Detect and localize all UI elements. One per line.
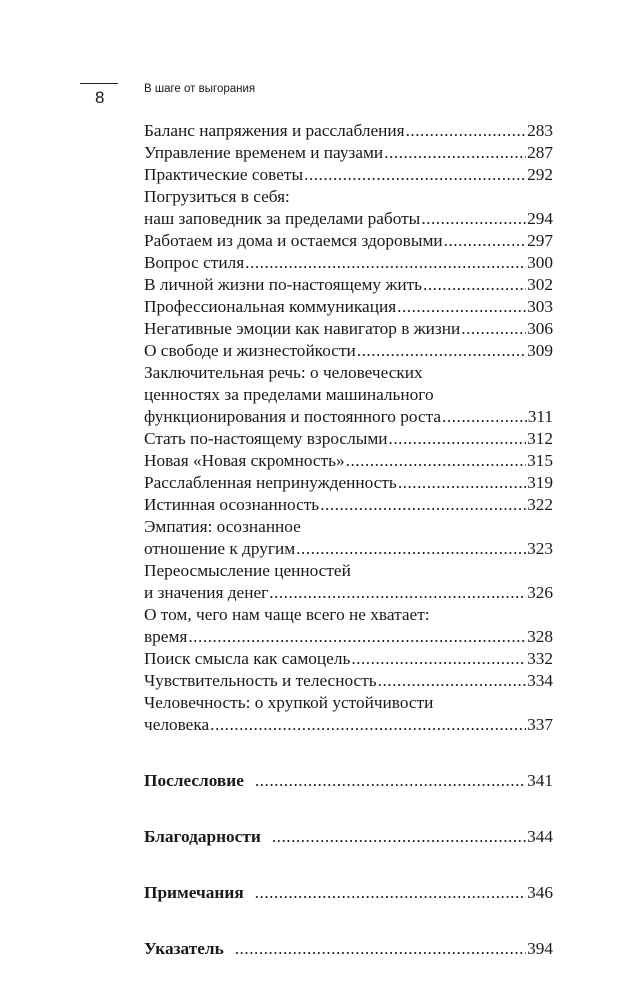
- dot-leader: [188, 626, 526, 648]
- toc-entry-line: [144, 230, 553, 252]
- dot-leader: [235, 938, 526, 960]
- toc-entry-line: [144, 120, 553, 142]
- dot-leader: [398, 472, 526, 494]
- toc-entry-line: [144, 670, 553, 692]
- toc-entry-line: [144, 318, 553, 340]
- toc-page-number: 326: [527, 583, 553, 602]
- dot-leader: [397, 296, 526, 318]
- toc-section-line: [144, 826, 553, 848]
- toc-section-title: Послесловие: [144, 771, 244, 790]
- toc-entry-line: [144, 384, 553, 406]
- toc-section-title: Благодарности: [144, 827, 261, 846]
- dot-leader: [384, 142, 526, 164]
- dot-leader: [255, 882, 526, 904]
- toc-page-number: 309: [527, 341, 553, 360]
- toc-section-line: [144, 770, 553, 792]
- toc-entry-title: В личной жизни по-настоящему жить: [144, 275, 423, 294]
- toc-page-number: 315: [527, 451, 553, 470]
- toc-entry-title: О свободе и жизнестойкости: [144, 341, 356, 360]
- toc-entry-line: [144, 340, 553, 362]
- toc-entry-title: Истинная осознанность: [144, 495, 320, 514]
- page-number: 8: [95, 88, 105, 107]
- toc-entry-title: Заключительная речь: о человеческих: [144, 363, 423, 382]
- toc-page-number: 328: [527, 627, 553, 646]
- toc-entry-line: [144, 648, 553, 670]
- dot-leader: [269, 582, 526, 604]
- toc-entry-line: [144, 626, 553, 648]
- toc-entry-title: Расслабленная непринужденность: [144, 473, 397, 492]
- toc-entry-line: [144, 582, 553, 604]
- toc-page-number: 300: [527, 253, 553, 272]
- toc-entry-title: О том, чего нам чаще всего не хватает:: [144, 605, 430, 624]
- toc-entry-line: [144, 450, 553, 472]
- toc-page-number: 306: [527, 319, 553, 338]
- toc-entry-line: [144, 472, 553, 494]
- toc-entry-title: Вопрос стиля: [144, 253, 245, 272]
- toc-entry-title: время: [144, 627, 188, 646]
- dot-leader: [304, 164, 526, 186]
- toc-entry-title: Негативные эмоции как навигатор в жизни: [144, 319, 461, 338]
- toc-page-number: 283: [527, 121, 553, 140]
- toc-page-number: 311: [527, 407, 553, 426]
- toc-entry-title: Управление временем и паузами: [144, 143, 384, 162]
- toc-entry-title: ценностях за пределами машинального: [144, 385, 434, 404]
- toc-page-number: 394: [527, 939, 553, 958]
- toc-entry-line: [144, 208, 553, 230]
- toc-entry-title: функционирования и постоянного роста: [144, 407, 442, 426]
- toc-entry-title: Переосмысление ценностей: [144, 561, 351, 580]
- toc-entry-title: Баланс напряжения и расслабления: [144, 121, 405, 140]
- toc-entry-title: Погрузиться в себя:: [144, 187, 290, 206]
- toc-entry-title: Поиск смысла как самоцель: [144, 649, 351, 668]
- toc-page-number: 287: [527, 143, 553, 162]
- toc-section-line: [144, 882, 553, 904]
- toc-section-title: Примечания: [144, 883, 244, 902]
- dot-leader: [296, 538, 526, 560]
- toc-section-title: Указатель: [144, 939, 224, 958]
- toc-page-number: 346: [527, 883, 553, 902]
- toc-entry-title: Эмпатия: осознанное: [144, 517, 301, 536]
- toc-page-number: 334: [527, 671, 553, 690]
- toc-entry-line: [144, 538, 553, 560]
- section-gap: [144, 848, 553, 882]
- toc-page-number: 292: [527, 165, 553, 184]
- toc-entry-title: Человечность: о хрупкой устойчивости: [144, 693, 434, 712]
- toc-entry-line: [144, 362, 553, 384]
- toc-page-number: 297: [527, 231, 553, 250]
- toc-entry-line: [144, 274, 553, 296]
- toc-entry-title: наш заповедник за пределами работы: [144, 209, 421, 228]
- toc-entry-line: [144, 494, 553, 516]
- toc-page-number: 312: [527, 429, 553, 448]
- dot-leader: [351, 648, 526, 670]
- section-gap: [144, 736, 553, 770]
- toc-entry-title: Работаем из дома и остаемся здоровыми: [144, 231, 443, 250]
- dot-leader: [210, 714, 526, 736]
- toc-entry-title: и значения денег: [144, 583, 269, 602]
- toc-entry-line: [144, 164, 553, 186]
- toc-entry-title: отношение к другим: [144, 539, 296, 558]
- toc-page-number: 323: [527, 539, 553, 558]
- toc-entry-line: [144, 252, 553, 274]
- toc-entry-line: [144, 186, 553, 208]
- toc-entry-line: [144, 604, 553, 626]
- toc-entry-line: [144, 428, 553, 450]
- dot-leader: [255, 770, 526, 792]
- dot-leader: [406, 120, 527, 142]
- header-rule: [80, 83, 118, 84]
- dot-leader: [320, 494, 526, 516]
- toc-entry-title: человека: [144, 715, 210, 734]
- toc-entry-line: [144, 560, 553, 582]
- toc-page-number: 294: [527, 209, 553, 228]
- toc-page-number: 303: [527, 297, 553, 316]
- toc-page-number: 302: [527, 275, 553, 294]
- dot-leader: [245, 252, 526, 274]
- dot-leader: [461, 318, 526, 340]
- toc-page-number: 344: [527, 827, 553, 846]
- toc-entry-line: [144, 296, 553, 318]
- dot-leader: [346, 450, 526, 472]
- toc-page-number: 319: [527, 473, 553, 492]
- toc-section-line: [144, 938, 553, 960]
- section-gap: [144, 792, 553, 826]
- toc-entry-title: Практические советы: [144, 165, 304, 184]
- toc-page-number: 341: [527, 771, 553, 790]
- dot-leader: [444, 230, 526, 252]
- toc-entry-line: [144, 714, 553, 736]
- toc-entry-line: [144, 692, 553, 714]
- dot-leader: [423, 274, 526, 296]
- toc-entry-line: [144, 142, 553, 164]
- toc-entry-line: [144, 516, 553, 538]
- dot-leader: [357, 340, 526, 362]
- toc-entry-title: Стать по-настоящему взрослыми: [144, 429, 388, 448]
- dot-leader: [272, 826, 526, 848]
- section-gap: [144, 904, 553, 938]
- dot-leader: [421, 208, 526, 230]
- toc-page-number: 332: [527, 649, 553, 668]
- toc-entry-title: Чувствительность и телесность: [144, 671, 377, 690]
- toc-entry-title: Новая «Новая скромность»: [144, 451, 345, 470]
- dot-leader: [378, 670, 526, 692]
- toc-entry-title: Профессиональная коммуникация: [144, 297, 397, 316]
- dot-leader: [442, 406, 527, 428]
- toc-page-number: 337: [527, 715, 553, 734]
- table-of-contents: [144, 120, 553, 960]
- dot-leader: [389, 428, 527, 450]
- toc-entry-line: [144, 406, 553, 428]
- toc-page-number: 322: [527, 495, 553, 514]
- running-title: В шаге от выгорания: [144, 83, 256, 95]
